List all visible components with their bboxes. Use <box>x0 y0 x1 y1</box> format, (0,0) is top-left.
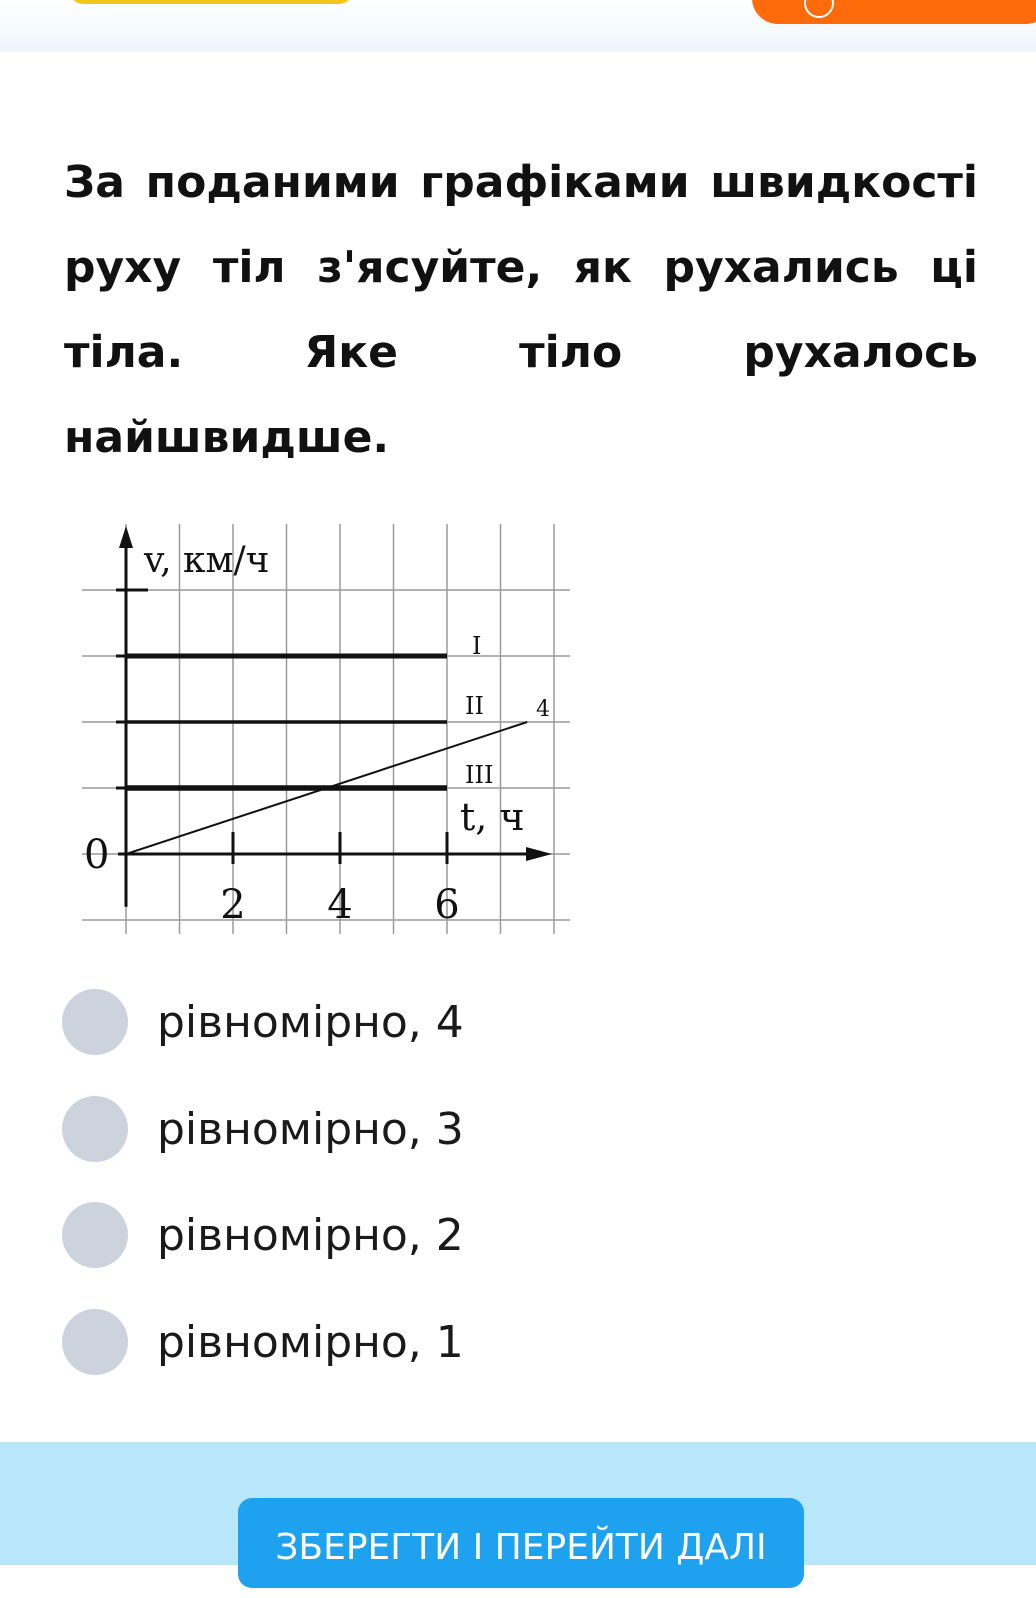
answer-label: рівномірно, 2 <box>157 1210 464 1261</box>
answer-label: рівномірно, 1 <box>157 1316 464 1368</box>
series-label-I: I <box>472 632 482 660</box>
velocity-graph <box>80 520 572 936</box>
y-axis-arrow <box>119 526 133 548</box>
footer-bar <box>0 1442 1036 1568</box>
series-label-II: II <box>465 692 484 720</box>
answer-list <box>62 985 962 1411</box>
radio-button[interactable] <box>62 1096 128 1162</box>
x-tick-label: 4 <box>327 882 353 928</box>
answer-option[interactable] <box>62 985 962 1092</box>
save-and-next-button[interactable]: ЗБЕРЕГТИ І ПЕРЕЙТИ ДАЛІ <box>238 1498 804 1588</box>
x-axis-label: t, ч <box>460 795 525 839</box>
clock-icon <box>804 0 834 18</box>
radio-button[interactable] <box>62 989 128 1055</box>
y-axis-label: v, км/ч <box>144 540 270 581</box>
x-tick-label: 2 <box>220 882 246 928</box>
x-tick-label: 6 <box>434 882 460 928</box>
x-axis-arrow <box>526 847 552 861</box>
chart-axes <box>116 526 552 907</box>
chart-grid <box>82 524 570 934</box>
series-label-III: III <box>465 761 494 789</box>
top-left-button[interactable] <box>70 0 352 4</box>
answer-label: рівномірно, 4 <box>157 997 464 1048</box>
answer-label: рівномірно, 3 <box>157 1103 464 1155</box>
question-text: За поданими графіками швидкості руху тіл з'ясуйте, як рухались ці тіла. Яке тіло рухалось найшвидше. <box>64 157 978 463</box>
series-label-4: 4 <box>536 697 550 722</box>
radio-button[interactable] <box>62 1309 128 1375</box>
chart-labels <box>84 540 550 928</box>
answer-option[interactable] <box>62 1305 962 1412</box>
answer-option[interactable] <box>62 1092 962 1199</box>
answer-option[interactable] <box>62 1198 962 1305</box>
top-right-button[interactable] <box>752 0 1036 24</box>
top-bar <box>0 0 1036 52</box>
radio-button[interactable] <box>62 1202 128 1268</box>
origin-label: 0 <box>84 832 110 878</box>
